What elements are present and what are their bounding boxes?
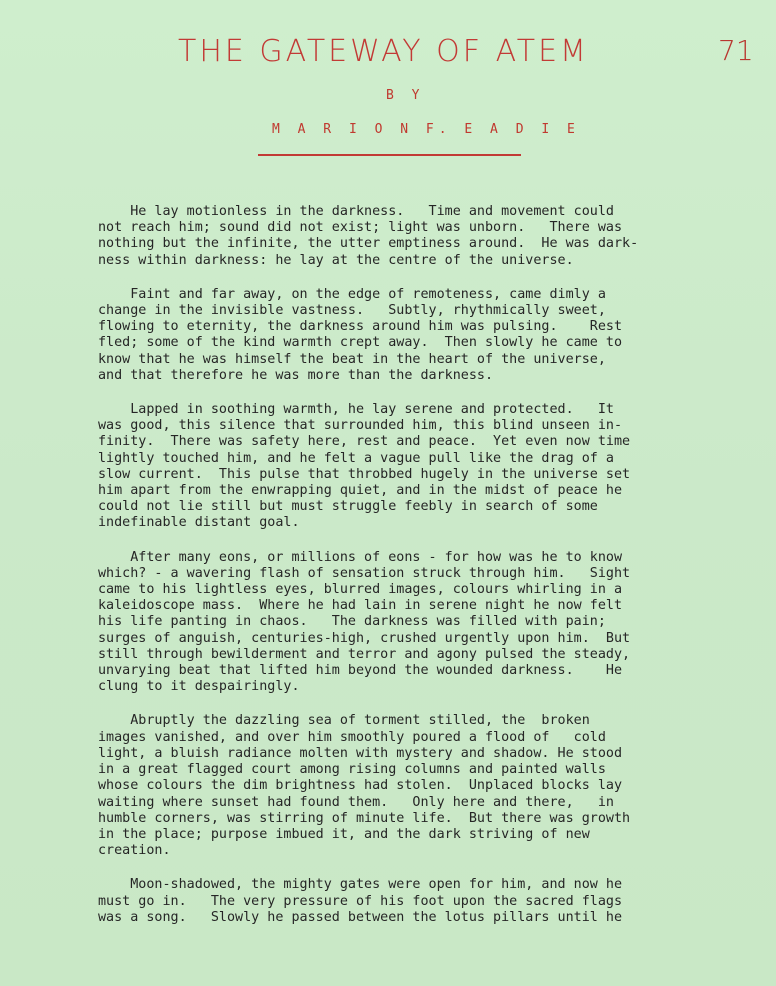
story-body [98, 204, 748, 944]
title-underline [258, 154, 521, 156]
paragraph: Faint and far away, on the edge of remoteness, came dimly a change in the invisible vastness. Subtly, rhythmically sweet, flowing to eternity, the darkness around him was pulsing. Rest fled; some of the kind warmth crept away. Then slowly he came to know that he was himself the beat in the heart of the universe, and that therefore he was more than the darkness. [98, 286, 623, 383]
paragraph: After many eons, or millions of eons - for how was he to know which? - a wavering flash of sensation struck through him. Sight came to his lightless eyes, blurred images, colours whirling in a kaleidoscope mass. Where he had lain in serene night he now felt his life panting in chaos. The darkness was filled with pain; surges of anguish, centuries-high, crushed urgently upon him. But still through bewilderment and terror and agony pulsed the steady, unvarying beat that lifted him beyond the wounded darkness. He clung to it despairingly. [98, 549, 631, 695]
paragraph: Abruptly the dazzling sea of torment stilled, the broken images vanished, and over him smoothly poured a flood of cold light, a bluish radiance molten with mystery and shadow. He stood in a great flagged court among rising columns and painted walls whose colours the dim brightness had stolen. Unplaced blocks lay waiting where sunset had found them. Only here and there, in humble corners, was stirring of minute life. But there was growth in the place; purpose imbued it, and the dark striving of new creation. [98, 713, 631, 859]
author-name: M A R I O N F. E A D I E [272, 122, 580, 137]
byline-by: B Y [386, 88, 425, 103]
page-number: 71 [718, 34, 754, 67]
paragraph: Lapped in soothing warmth, he lay serene and protected. It was good, this silence that surrounded him, this blind unseen in- finity. There was safety here, rest and peace. Yet even now time lightly touched him, and he felt a vague pull like the drag of a slow current. This pulse that throbbed hugely in the universe set him apart from the enwrapping quiet, and in the midst of peace he could not lie still but must struggle feebly in search of some indefinable distant goal. [98, 402, 631, 531]
paragraph: He lay motionless in the darkness. Time and movement could not reach him; sound did not exist; light was unborn. There was nothing but the infinite, the utter emptiness around. He was dark- ness within darkness: he lay at the centre of the universe. [98, 204, 639, 268]
paragraph: Moon-shadowed, the mighty gates were open for him, and now he must go in. The very pressure of his foot upon the sacred flags was a song. Slowly he passed between the lotus pillars until he [98, 877, 623, 925]
story-title: THE GATEWAY OF ATEM [178, 34, 589, 69]
